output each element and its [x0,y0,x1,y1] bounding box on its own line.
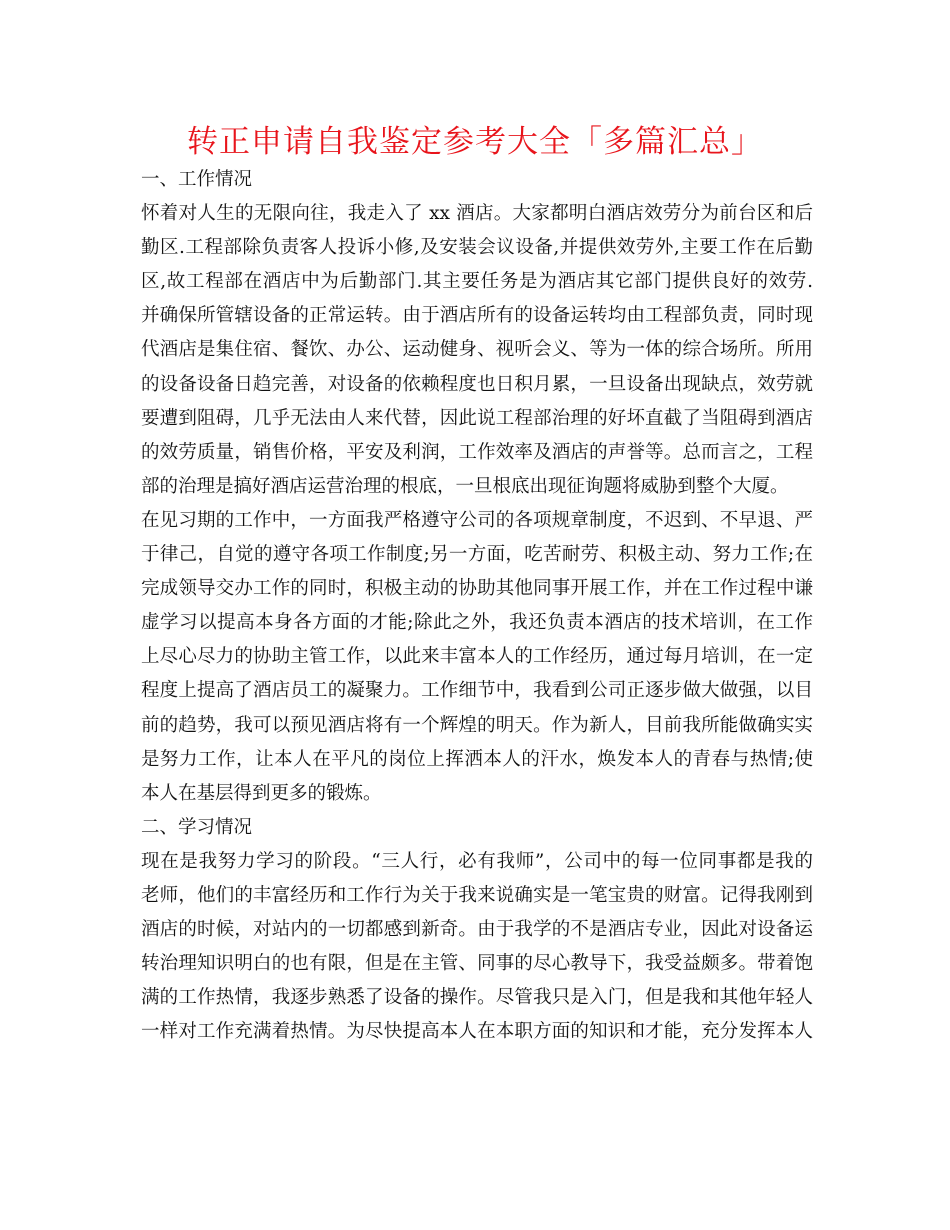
text-line: 要遭到阻碍，几乎无法由人来代替，因此说工程部治理的好坏直截了当阻碍到酒店 [141,407,813,429]
text-line: 满的工作热情，我逐步熟悉了设备的操作。尽管我只是入门，但是我和其他年轻人 [141,987,813,1009]
text-line: 酒店的时候，对站内的一切都感到新奇。由于我学的不是酒店专业，因此对设备运 [141,919,813,941]
text-line: 怀着对人生的无限向往，我走入了 xx 酒店。大家都明白酒店效劳分为前台区和后 [141,203,813,225]
text-line: 在见习期的工作中，一方面我严格遵守公司的各项规章制度，不迟到、不早退、严 [141,509,813,531]
text-line: 上尽心尽力的协助主管工作，以此来丰富本人的工作经历，通过每月培训，在一定 [141,646,813,668]
text-line: 本人在基层得到更多的锻炼。 [141,782,382,804]
text-line: 前的趋势，我可以预见酒店将有一个辉煌的明天。作为新人，目前我所能做确实实 [141,714,813,736]
text-line: 的设备设备日趋完善，对设备的依赖程度也日积月累，一旦设备出现缺点，效劳就 [141,373,813,395]
text-line: 代酒店是集住宿、餐饮、办公、运动健身、视听会义、等为一体的综合场所。所用 [141,339,813,361]
text-line: 虚学习以提高本身各方面的才能;除此之外，我还负责本酒店的技术培训，在工作 [141,612,813,634]
text-line: 一样对工作充满着热情。为尽快提高本人在本职方面的知识和才能，充分发挥本人 [141,1021,813,1043]
text-line: 现在是我努力学习的阶段。“三人行，必有我师”，公司中的每一位同事都是我的 [141,850,813,872]
document-title: 转正申请自我鉴定参考大全「多篇汇总」 [187,124,763,160]
text-line: 于律己，自觉的遵守各项工作制度;另一方面，吃苦耐劳、积极主动、努力工作;在 [141,544,813,566]
text-line: 转治理知识明白的也有限，但是在主管、同事的尽心教导下，我受益颇多。带着饱 [141,953,813,975]
text-line: 勤区.工程部除负责客人投诉小修,及安装会议设备,并提供效劳外,主要工作在后勤 [141,237,813,259]
text-line: 部的治理是搞好酒店运营治理的根底，一旦根底出现征询题将威胁到整个大厦。 [141,475,789,497]
text-line: 程度上提高了酒店员工的凝聚力。工作细节中，我看到公司正逐步做大做强，以目 [141,680,813,702]
text-line: 完成领导交办工作的同时，积极主动的协助其他同事开展工作，并在工作过程中谦 [141,578,813,600]
document-body [141,163,813,1049]
text-line: 的效劳质量，销售价格，平安及利润，工作效率及酒店的声誉等。总而言之，工程 [141,441,813,463]
text-line: 区,故工程部在酒店中为后勤部门.其主要任务是为酒店其它部门提供良好的效劳. [141,271,813,293]
section-heading: 一、工作情况 [141,169,253,190]
text-line: 老师，他们的丰富经历和工作行为关于我来说确实是一笔宝贵的财富。记得我刚到 [141,884,813,906]
section-heading: 二、学习情况 [141,816,253,838]
text-line: 并确保所管辖设备的正常运转。由于酒店所有的设备运转均由工程部负责，同时现 [141,305,813,327]
text-line: 是努力工作，让本人在平凡的岗位上挥洒本人的汗水，焕发本人的青春与热情;使 [141,748,813,770]
